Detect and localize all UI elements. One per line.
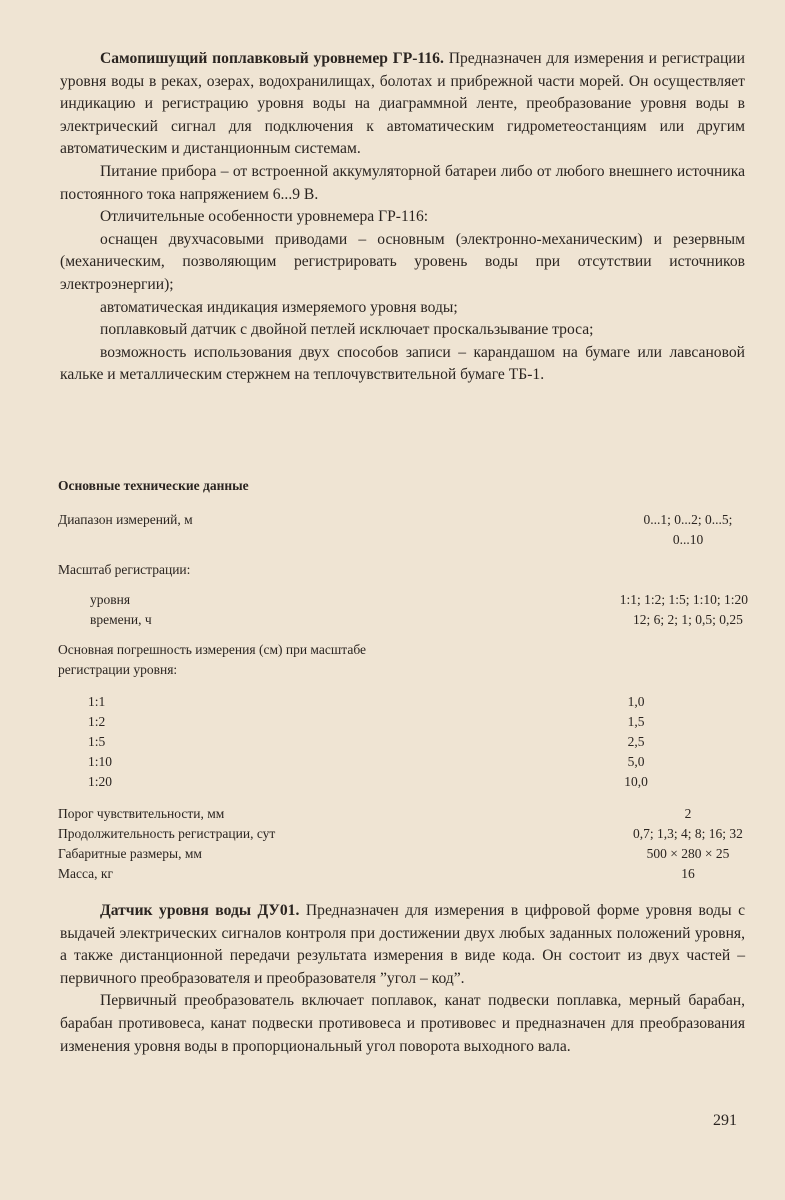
page-number: 291: [713, 1112, 737, 1129]
du01-intro-paragraph: [60, 900, 745, 990]
gr116-features-heading: Отличительные особенности уровнемера ГР-116:: [100, 208, 429, 226]
error-row: [58, 752, 748, 772]
spec-row-range: [58, 510, 748, 530]
gr116-power: Питание прибора – от встроенной аккумуляторной батареи либо от любого внешнего источника постоянного тока напряжением 6...9 В.: [60, 162, 745, 203]
spec-value: 1:1; 1:2; 1:5; 1:10; 1:20: [619, 592, 748, 607]
spec-label: Основная погрешность измерения (см) при масштабе: [58, 642, 366, 657]
spec-row-mass: [58, 864, 748, 884]
error-scale: 1:5: [88, 734, 106, 749]
gr116-intro-paragraph: [60, 48, 745, 161]
section-du01: [60, 900, 745, 1058]
du01-primary: Первичный преобразователь включает поплавок, канат подвески поплавка, мерный барабан, барабан противовеса, канат подвески противовеса и противовес и предназначен для преобразования изменения уровня воды в пропорциональный угол поворота выходного вала.: [60, 992, 745, 1055]
du01-intro: Предназначен для измерения в цифровой форме уровня воды с выдачей электрических сигналов контроля при достижении двух любых заданных положений уровня, а также дистанционной передачи результата измерения в виде кода. Он состоит из двух частей – первичного преобразователя и преобразователя ”угол – код”.: [60, 902, 745, 987]
spec-row-level: [58, 590, 748, 610]
gr116-feature-item: оснащен двухчасовыми приводами – основным (электронно-механическим) и резервным (механическим, позволяющим регистрировать уровень воды при отсутствии источников электроэнергии);: [60, 230, 745, 293]
spec-label: Габаритные размеры, мм: [58, 846, 202, 861]
gr116-feature-item: автоматическая индикация измеряемого уровня воды;: [100, 298, 458, 316]
spec-label: времени, ч: [90, 612, 152, 627]
du01-title: Датчик уровня воды ДУ01.: [100, 902, 300, 919]
spec-value: 0...1; 0...2; 0...5;: [643, 512, 733, 527]
spec-row-size: [58, 844, 748, 864]
error-scale: 1:20: [88, 774, 113, 789]
spec-row-duration: [58, 824, 748, 844]
spec-label: Масса, кг: [58, 866, 113, 881]
spec-value: 12; 6; 2; 1; 0,5; 0,25: [633, 612, 743, 627]
error-row: [58, 692, 748, 712]
error-scale: 1:10: [88, 754, 113, 769]
gr116-intro: Предназначен для измерения и регистрации уровня воды в реках, озерах, водохранилищах, болотах и прибрежной части морей. Он осуществляет индикацию и регистрацию уровня воды на диаграммной ленте, преобразование уровня воды в электрический сигнал для подключения к автоматическим гидрометеостанциям или другим автоматическим и дистанционным системам.: [60, 50, 745, 158]
spec-label: Продолжительность регистрации, сут: [58, 826, 276, 841]
spec-value: 0,7; 1,3; 4; 8; 16; 32: [633, 826, 743, 841]
spec-label: уровня: [90, 592, 131, 607]
error-row: [58, 712, 748, 732]
specs-heading: Основные технические данные: [58, 478, 249, 493]
spec-value: 500 × 280 × 25: [646, 846, 730, 861]
spec-value: 2: [684, 806, 692, 821]
error-row: [58, 732, 748, 752]
error-scale: 1:2: [88, 714, 106, 729]
gr116-feature-item: возможность использования двух способов записи – карандашом на бумаге или лавсановой кальке и металлическим стержнем на теплочувствительной бумаге ТБ-1.: [60, 343, 745, 384]
error-value: 10,0: [624, 774, 648, 789]
error-value: 2,5: [627, 734, 645, 749]
spec-label: Порог чувствительности, мм: [58, 806, 225, 821]
spec-value: 0...10: [672, 532, 704, 547]
gr116-title: Самопишущий поплавковый уровнемер ГР-116.: [100, 50, 444, 67]
error-value: 1,0: [627, 694, 645, 709]
gr116-feature-item: поплавковый датчик с двойной петлей исключает проскальзывание троса;: [100, 321, 594, 339]
error-scale: 1:1: [88, 694, 106, 709]
spec-row-time: [58, 610, 748, 630]
section-gr116: [60, 48, 745, 387]
error-value: 5,0: [627, 754, 645, 769]
spec-row-error-cont: [58, 660, 748, 680]
spec-row-scale: [58, 560, 748, 580]
specs-table: [58, 476, 748, 884]
spec-row-threshold: [58, 804, 748, 824]
error-row: [58, 772, 748, 792]
spec-label: Масштаб регистрации:: [58, 562, 191, 577]
error-value: 1,5: [627, 714, 645, 729]
spec-label: регистрации уровня:: [58, 662, 178, 677]
spec-row-error: [58, 640, 748, 660]
spec-label: Диапазон измерений, м: [58, 512, 193, 527]
spec-value: 16: [681, 866, 695, 881]
spec-row-range-cont: [58, 530, 748, 550]
